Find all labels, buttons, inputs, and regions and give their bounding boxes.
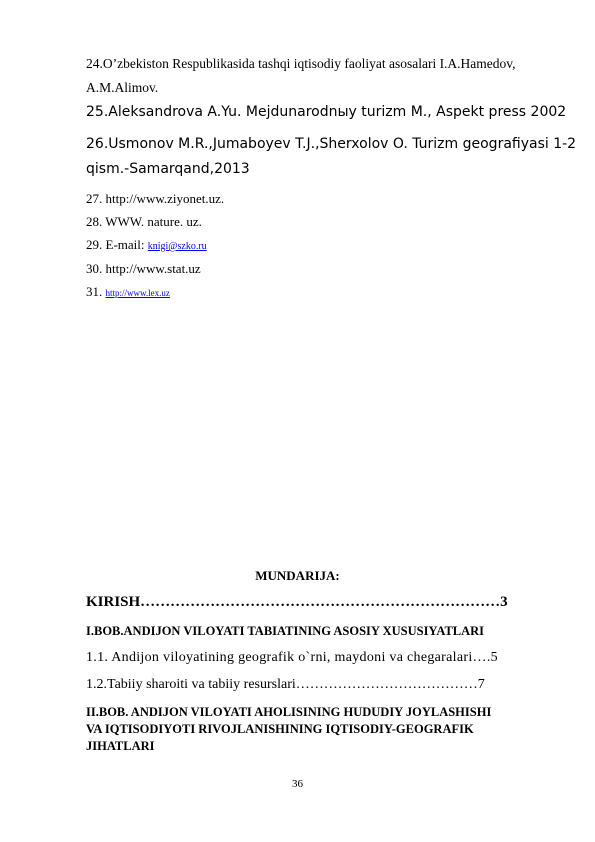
contents-chapter-2-line2: VA IQTISODIYOTI RIVOJLANISHINING IQTISODIY-GEOGRAFIK (86, 722, 474, 736)
reference-31-prefix: 31. (86, 284, 106, 299)
reference-27: 27. http://www.ziyonet.uz. (86, 191, 225, 206)
reference-24-line1: 24.O’zbekiston Respublikasida tashqi iqtisodiy faoliyat asosalari I.A.Hamedov, (86, 56, 516, 71)
contents-chapter-2-line3: JIHATLARI (86, 739, 155, 753)
reference-24-line2: A.M.Alimov. (86, 80, 159, 95)
page-number: 36 (292, 778, 303, 790)
contents-chapter-2-line1: II.BOB. ANDIJON VILOYATI AHOLISINING HUDUDIY JOYLASHISHI (86, 705, 492, 719)
contents-item-1-2: 1.2.Tabiiy sharoiti va tabiiy resurslari…………………………………7 (86, 677, 485, 692)
reference-28: 28. WWW. nature. uz. (86, 214, 202, 229)
reference-31 (86, 284, 170, 300)
reference-30: 30. http://www.stat.uz (86, 261, 201, 276)
contents-heading: MUNDARIJA: (255, 568, 340, 583)
lex-link[interactable]: http://www.lex.uz (105, 288, 170, 298)
reference-26-line1: 26.Usmonov M.R.,Jumaboyev T.J.,Sherxolov O. Turizm geografiyasi 1-2 (86, 136, 577, 152)
contents-chapter-1: I.BOB.ANDIJON VILOYATI TABIATINING ASOSIY XUSUSIYATLARI (86, 624, 485, 638)
reference-25: 25.Aleksandrova A.Yu. Mejdunarodnыy turizm M., Aspekt press 2002 (86, 104, 567, 120)
contents-item-1-1: 1.1. Andijon viloyatining geografik o`rni, maydoni va chegaralari….5 (86, 650, 498, 665)
email-link[interactable]: knigi@szko.ru (147, 241, 207, 252)
reference-29 (86, 237, 207, 253)
reference-29-prefix: 29. E-mail: (86, 237, 148, 252)
contents-kirish: KIRISH………………………………………………………………3 (86, 594, 508, 610)
reference-26-line2: qism.-Samarqand,2013 (86, 161, 250, 177)
